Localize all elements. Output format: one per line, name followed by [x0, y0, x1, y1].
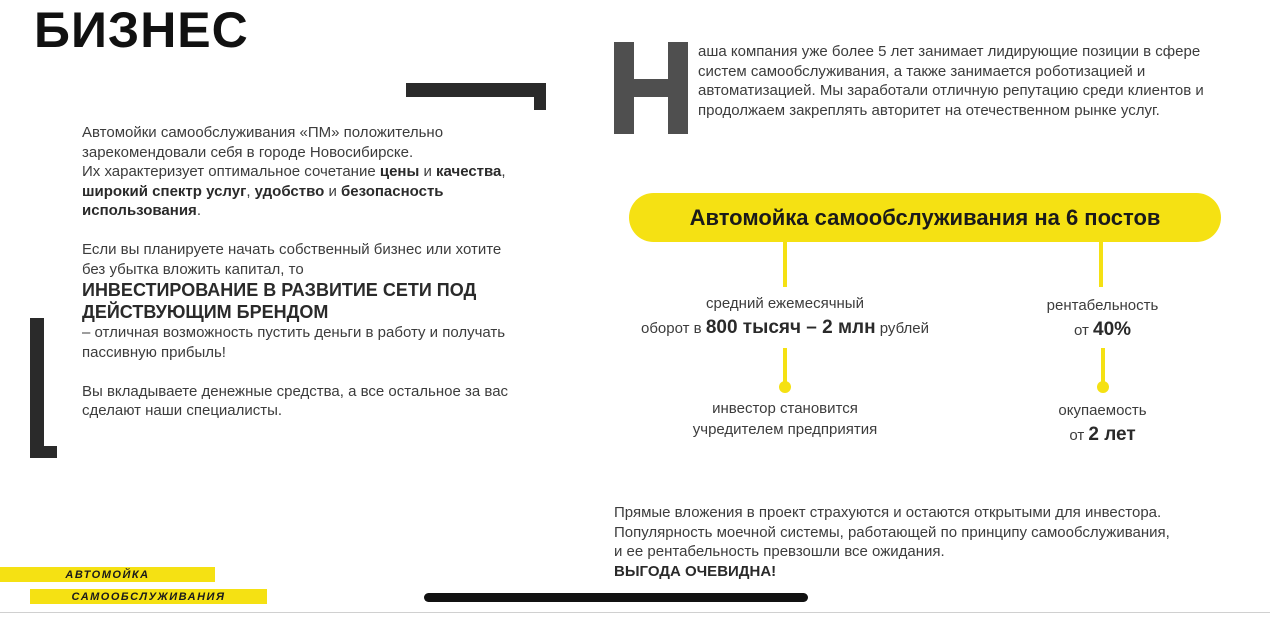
connector-line [1099, 242, 1103, 287]
brand-logo-line2: САМООБСЛУЖИВАНИЯ [30, 589, 267, 604]
brand-logo-line1: АВТОМОЙКА [0, 567, 215, 582]
stat-turnover: средний ежемесячный оборот в 800 тысяч – 2 млн рублей [641, 295, 929, 338]
home-indicator[interactable] [424, 593, 808, 602]
paragraph-invest: Если вы планируете начать собственный бизнес или хотите без убытка вложить капитал, то ИНВЕСТИРОВАНИЕ В РАЗВИТИЕ СЕТИ ПОД ДЕЙСТВУЮЩИМ БРЕНДОМ – отличная возможность пустить деньги в работу и получать пассивную прибыль! [82, 240, 512, 362]
bottom-callout: ВЫГОДА ОЧЕВИДНА! [614, 562, 777, 580]
invest-headline: ИНВЕСТИРОВАНИЕ В РАЗВИТИЕ СЕТИ ПОД ДЕЙСТВУЮЩИМ БРЕНДОМ [82, 280, 477, 322]
stat-investor: инвестор становится учредителем предприятия [692, 400, 878, 438]
bottom-summary: Прямые вложения в проект страхуются и остаются открытыми для инвестора. Популярность моечной системы, работающей по принципу самообслуживания, и ее рентабельность превзошли все ожидания. ВЫГОДА ОЧЕВИДНА! [614, 504, 1170, 580]
connector-dot [779, 381, 791, 393]
paragraph-brand: Автомойки самообслуживания «ПМ» положительно зарекомендовали себя в городе Новосибирске. Их характеризует оптимальное сочетание цены и качества, широкий спектр услуг, удобство и безопасность использования. [82, 124, 506, 219]
stat-profitability: рентабельность от 40% [1046, 297, 1159, 340]
paragraph-specialists: Вы вкладываете денежные средства, а все остальное за вас сделают наши специалисты. [82, 382, 509, 419]
connector-dot [1097, 381, 1109, 393]
offer-pill: Автомойка самообслуживания на 6 постов [629, 193, 1221, 242]
drop-cap-letter-h [614, 42, 688, 134]
decorative-bracket-left [30, 318, 57, 458]
decorative-bracket-top [406, 83, 546, 110]
page-title: БИЗНЕС [34, 2, 249, 58]
company-intro: аша компания уже более 5 лет занимает лидирующие позиции в сфере систем самообслуживания, а также занимается роботизацией и автоматизацией. Мы заработали отличную репутацию среди клиентов и продолжаем закреплять авторитет на отечественном рынке услуг. [698, 43, 1204, 119]
divider [0, 612, 1270, 613]
stat-payback: окупаемость от 2 лет [1058, 402, 1147, 445]
connector-line [783, 242, 787, 287]
left-description [82, 123, 512, 440]
